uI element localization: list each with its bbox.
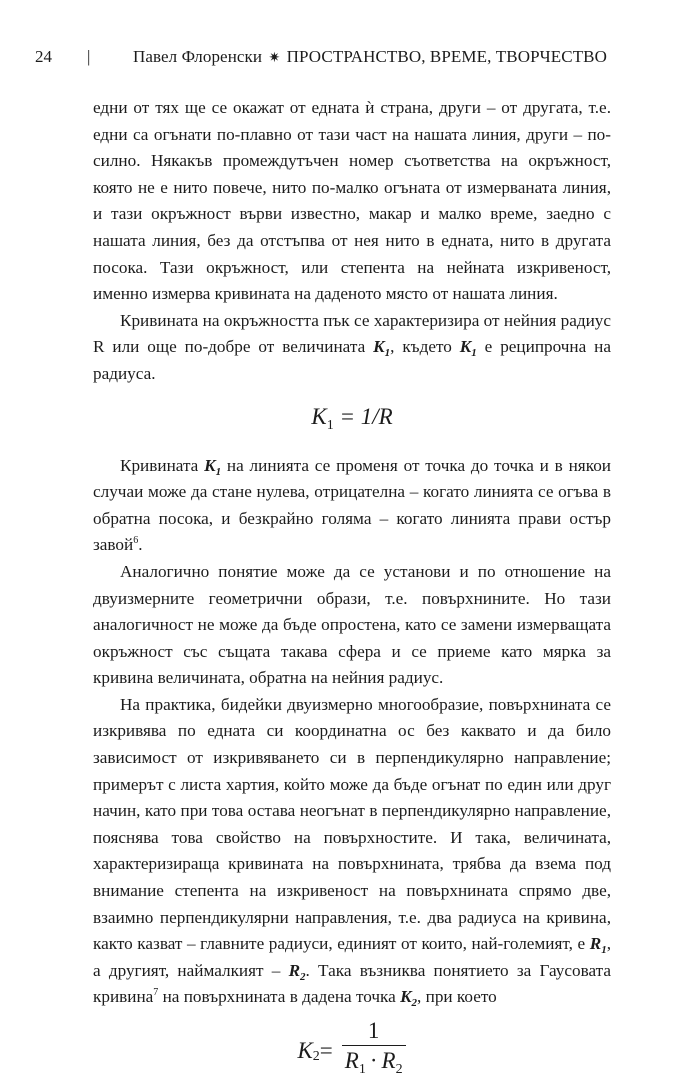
- k1-symbol: $K_1$: [204, 455, 222, 478]
- running-head-title: [133, 46, 607, 70]
- formula-gaussian-curvature: K $_2$ = $\frac{1}{R_1 \cdot R_2}$: [93, 1017, 611, 1085]
- paragraph-2: Кривината на окръжността пък се характеризира от нейния радиус R или още по-добре от величината $K_1$, където $K_1$ е реципрочна на радиуса.: [93, 310, 611, 383]
- footnote-ref: 7: [153, 987, 159, 999]
- paragraph-1: едни от тях ще се окажат от едната ѝ страна, други – от другата, т.е. едни са огънати по-плавно от тази част на нашата линия, други – по-силно. Някакъв промеждутъчен номер съответства на окръжност, която не е нито повече, нито по-малко огъната от измерваната линия, и тази окръжност върви известно, макар и малко време, заедно с нашата линия, без да отстъпва от нея нито в едната, нито в другата посока. Тази окръжност, или степента на нейната изкривеност, именно измерва кривината на даденото място от нашата линия.: [93, 98, 611, 304]
- paragraph-5: На практика, бидейки двуизмерно многообразие, повърхнината се изкривява по едната си координатна ос без каквато и да било зависимост от изкривяването си в перпендикулярно направление; примерът с листа хартия, който може да бъде огънат по един или друг начин, като при това остава неогънат в перпендикулярно направление, пояснява това свойство на повърхностите. И така, величината, характеризираща кривината на повърхнината, трябва да взема под внимание степента на изкривеност на повърхнината спрямо две, взаимно перпендикулярни направления, т.е. два радиуса на кривина, както казват – главните радиуси, единият от които, най-големият, е $R_1$, а другият, наймалкият – $R_2$. Така възниква понятието за Гаусовата кривина$^7$ на повърхнината в дадена точка $K_2$, при което: [93, 694, 612, 1010]
- paragraph-4: Аналогично понятие може да се установи и по отношение на двуизмерните геометрични образи, т.е. повърхнините. Но тази аналогичност не може да бъде опростена, като се замени измерващата окръжност със същата такава сфера и се приеме като мярка за кривина величината, обратна на нейния радиус.: [93, 561, 611, 688]
- fraction: $\frac{1}{R_1 \cdot R_2}$: [341, 1017, 407, 1085]
- page-number: 24: [35, 47, 52, 66]
- ornament-icon: ✷: [268, 51, 281, 66]
- k1-symbol: $K_1$: [373, 337, 391, 360]
- paragraph-3: Кривината $K_1$ на линията се променя от точка до точка и в някои случаи може да стане нулева, отрицателна – когато линията се огъва в обратна посока, и безкрайно голяма – когато линията прави остър завой$^6$.: [93, 455, 611, 555]
- header-separator: |: [87, 47, 91, 66]
- footnote-ref: 6: [133, 535, 139, 547]
- body-text: [93, 95, 611, 1085]
- k1-symbol: $K_1$: [459, 337, 477, 360]
- k2-symbol: $K_2$: [400, 987, 418, 1010]
- r1-symbol: $R_1$: [589, 934, 607, 957]
- formula-curvature-line: $K_1 = 1/R$: [311, 403, 393, 433]
- book-title: ПРОСТРАНСТВО, ВРЕМЕ, ТВОРЧЕСТВО: [286, 47, 607, 66]
- r2-symbol: $R_2$: [288, 960, 306, 983]
- author-name: Павел Флоренски: [132, 47, 263, 66]
